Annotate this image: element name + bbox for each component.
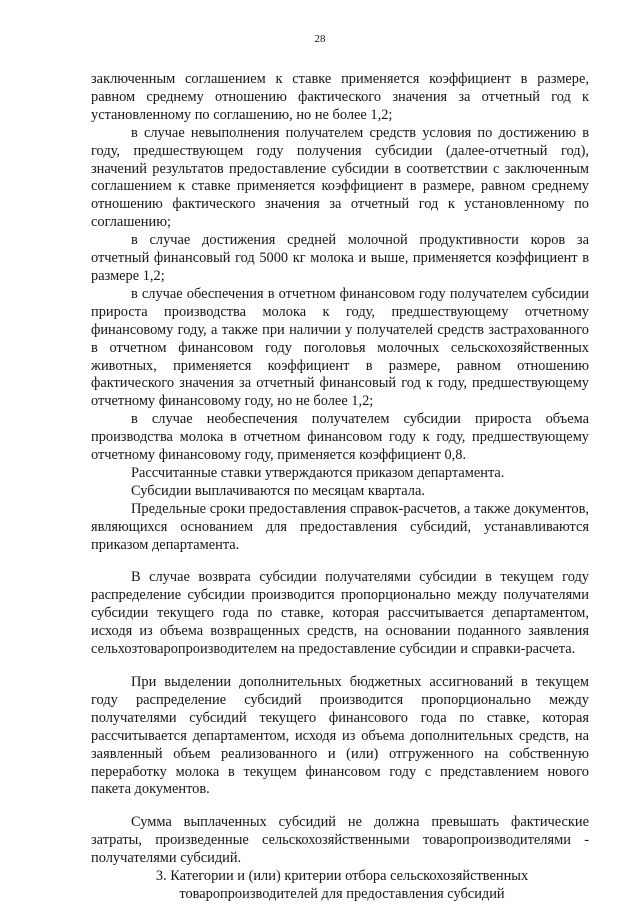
paragraph-additional-allocations: При выделении дополнительных бюджетных ассигнований в текущем году распределение субсидий производится пропорционально между получателями субсидий текущего финансового года по ставке, которая рассчитывается департаментом, исходя из объема дополнительных средств, на заявленный объем реализованного и (или) отгруженного на собственную переработку молока в текущем финансовом году с представлением нового пакета документов.: [91, 674, 589, 798]
paragraph-no-growth: в случае необеспечения получателем субсидии прироста объема производства молока в отчетном финансовом году к году, предшествующему отчетному финансовому году, применяется коэффициент 0,8.: [91, 411, 589, 464]
paragraph-non-fulfilment: в случае невыполнения получателем средств условия по достижению в году, предшествующем году получения субсидии (далее-отчетный год), значений результатов предоставление субсидии в соответствии с заключенным соглашением к ставке применяется коэффициент в размере, равном среднему отношению фактического значения за отчетный год к установленному по соглашению;: [91, 124, 589, 231]
page-number: 28: [314, 33, 326, 45]
paragraph-subsidy-return: В случае возврата субсидии получателями субсидии в текущем году распределение субсидии производится пропорционально между получателями субсидии текущего года по ставке, которая рассчитывается департаментом, исходя из объема возвращенных средств, на основании поданного заявления сельхозтоваропроизводителем на предоставление субсидии и справки-расчета.: [91, 569, 589, 658]
paragraph-production-growth: в случае обеспечения в отчетном финансовом году получателем субсидии прироста производства молока к году, предшествующему отчетному финансовому году, а также при наличии у получателей средств застрахованного в отчетном финансовом году поголовья молочных сельскохозяйственных животных, применяется коэффициент в размере, равном отношению фактического значения за отчетный финансовый год к году, предшествующему отчетному финансовому году, но не более 1,2;: [91, 285, 589, 410]
section-heading: 3. Категории и (или) критерии отбора сельскохозяйственных товаропроизводителей для предоставления субсидий: [155, 868, 529, 902]
paragraph-subsidy-limit: Сумма выплаченных субсидий не должна превышать фактические затраты, произведенные сельскохозяйственными товаропроизводителями - получателями субсидий.: [91, 814, 589, 867]
paragraph-deadlines: Предельные сроки предоставления справок-расчетов, а также документов, являющихся основанием для предоставления субсидий, устанавливаются приказом департамента.: [91, 500, 589, 553]
document-body: [91, 71, 589, 904]
paragraph-rates-approval: Рассчитанные ставки утверждаются приказом департамента.: [131, 464, 505, 481]
paragraph-monthly-payment: Субсидии выплачиваются по месяцам квартала.: [131, 482, 425, 499]
paragraph-coefficient-continuation: заключенным соглашением к ставке применяется коэффициент в размере, равном среднему отношению фактического значения за отчетный год к установленному по соглашению, но не более 1,2;: [91, 71, 589, 123]
paragraph-milk-productivity: в случае достижения средней молочной продуктивности коров за отчетный финансовый год 5000 кг молока и выше, применяется коэффициент в размере 1,2;: [91, 232, 589, 284]
